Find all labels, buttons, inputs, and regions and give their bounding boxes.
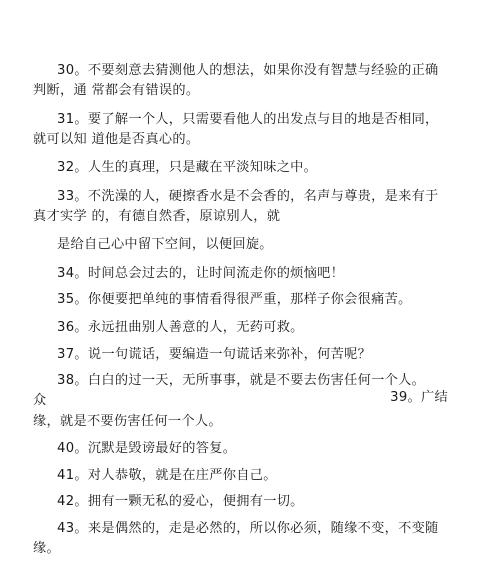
text-line-39a: 39。广结 [390, 389, 448, 405]
text-line-30b: 判断，通 常都会有错误的。 [33, 83, 200, 99]
text-line-41: 41。对人恭敬，就是在庄严你自己。 [57, 467, 277, 483]
text-line-40: 40。沉默是毁谤最好的答复。 [57, 441, 237, 456]
text-line-30a: 30。不要刻意去猜测他人的想法，如果你没有智慧与经验的正确 [57, 63, 439, 78]
text-line-33b: 真才实学 的，有德自然香，原谅别人，就 [33, 208, 281, 224]
text-line-31a: 31。要了解一个人，只需要看他人的出发点与目的地是否相同， [57, 111, 439, 127]
text-line-38: 38。白白的过一天，无所事事，就是不要去伤害任何一个人。 [57, 373, 426, 389]
text-line-39b: 众 [33, 393, 47, 409]
text-line-37: 37。说一句谎话，要编造一句谎话来弥补，何苦呢？ [57, 347, 372, 363]
text-line-39c: 缘，就是不要伤害任何一个人。 [33, 413, 222, 429]
text-line-36: 36。永远扭曲别人善意的人，无药可救。 [57, 319, 304, 335]
text-line-32: 32。人生的真理，只是藏在平淡知味之中。 [57, 160, 318, 176]
text-line-33a: 33。不洗澡的人，硬擦香水是不会香的，名声与尊贵，是来有于 [57, 188, 439, 204]
text-line-35: 35。你便要把单纯的事情看得很严重，那样子你会很痛苦。 [57, 292, 412, 308]
text-line-43b: 缘。 [33, 541, 60, 556]
text-line-31b: 就可以知 道他是否真心的。 [33, 131, 200, 147]
text-line-34: 34。时间总会过去的，让时间流走你的烦恼吧！ [57, 265, 345, 281]
text-line-33c: 是给自己心中留下空间，以便回旋。 [57, 237, 273, 253]
text-line-43a: 43。来是偶然的，走是必然的，所以你必须，随缘不变，不变随 [57, 520, 439, 536]
text-line-42: 42。拥有一颗无私的爱心，便拥有一切。 [57, 494, 304, 510]
